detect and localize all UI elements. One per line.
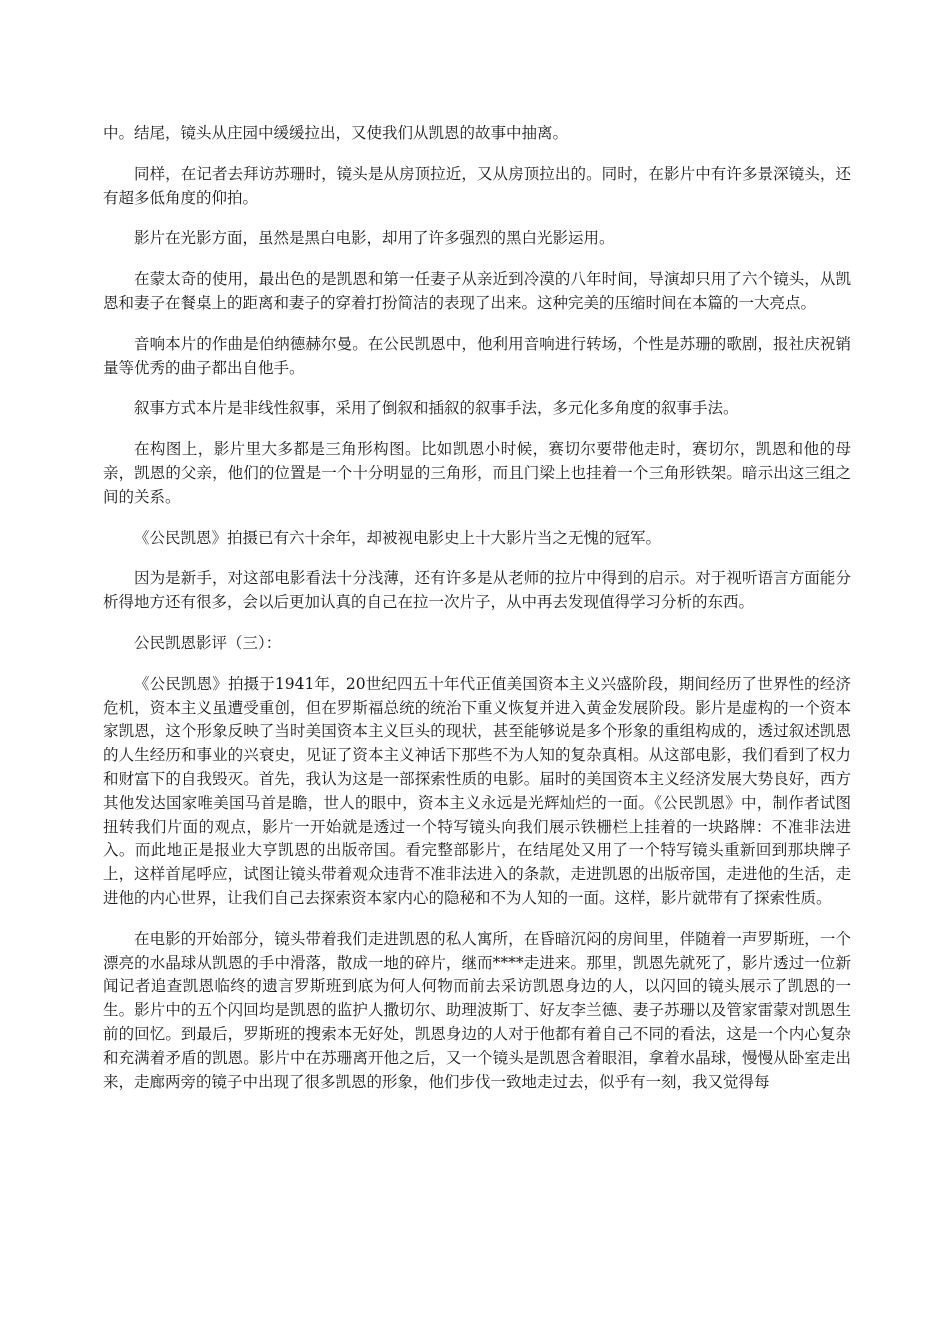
paragraph: 叙事方式本片是非线性叙事，采用了倒叙和插叙的叙事手法，多元化多角度的叙事手法。 [134, 399, 739, 418]
paragraph: 音响本片的作曲是伯纳德赫尔曼。在公民凯恩中，他利用音响进行转场，个性是苏珊的歌剧，报社庆祝销量等优秀的曲子都出自他手。 [103, 334, 851, 377]
paragraph: 《公民凯恩》拍摄于1941年，20世纪四五十年代正值美国资本主义兴盛阶段，期间经历了世界性的经济危机，资本主义虽遭受重创，但在罗斯福总统的统治下重义恢复并进入黄金发展阶段。影片是虚构的一个资本家凯恩，这个形象反映了当时美国资本主义巨头的现状，甚至能够说是多个形象的重组构成的，透过叙述凯恩的人生经历和事业的兴衰史，见证了资本主义神话下那些不为人知的复杂真相。从这部电影，我们看到了权力和财富下的自我毁灭。首先，我认为这是一部探索性质的电影。届时的美国资本主义经济发展大势良好，西方其他发达国家唯美国马首是瞻，世人的眼中，资本主义永远是光辉灿烂的一面。《公民凯恩》中，制作者试图扭转我们片面的观点，影片一开始就是透过一个特写镜头向我们展示铁栅栏上挂着的一块路牌：不准非法进入。而此地正是报业大亨凯恩的出版帝国。看完整部影片，在结尾处又用了一个特写镜头重新回到那块牌子上，这样首尾呼应，试图让镜头带着观众违背不准非法进入的条款，走进凯恩的出版帝国，走进他的生活，走进他的内心世界，让我们自己去探索资本家内心的隐秘和不为人知的一面。这样，影片就带有了探索性质。 [103, 674, 851, 907]
paragraph: 影片在光影方面，虽然是黑白电影，却用了许多强烈的黑白光影运用。 [134, 229, 615, 248]
paragraph: 在蒙太奇的使用，最出色的是凯恩和第一任妻子从亲近到冷漠的八年时间，导演却只用了六个镜头，从凯恩和妻子在餐桌上的距离和妻子的穿着打扮简洁的表现了出来。这种完美的压缩时间在本篇的一大亮点。 [103, 270, 851, 312]
document-body [103, 122, 851, 1111]
paragraph: 中。结尾，镜头从庄园中缓缓拉出，又使我们从凯恩的故事中抽离。 [103, 124, 569, 142]
paragraph: 在电影的开始部分，镜头带着我们走进凯恩的私人寓所，在昏暗沉闷的房间里，伴随着一声罗斯班，一个漂亮的水晶球从凯恩的手中滑落，散成一地的碎片，继而****走进来。那里，凯恩先就死了，影片透过一位新闻记者追查凯恩临终的遗言罗斯班到底为何人何物而前去采访凯恩身边的人，以闪回的镜头展示了凯恩的一生。影片中的五个闪回均是凯恩的监护人撒切尔、助理波斯丁、好友李兰德、妻子苏珊以及管家雷蒙对凯恩生前的回忆。到最后，罗斯班的搜索本无好处，凯恩身边的人对于他都有着自己不同的看法，这是一个内心复杂和充满着矛盾的凯恩。影片中在苏珊离开他之后，又一个镜头是凯恩含着眼泪，拿着水晶球，慢慢从卧室走出来，走廊两旁的镜子中出现了很多凯恩的形象，他们步伐一致地走过去，似乎有一刻，我又觉得每 [103, 929, 851, 1091]
section-heading: 公民凯恩影评（三）： [134, 633, 282, 652]
paragraph: 同样，在记者去拜访苏珊时，镜头是从房顶拉近，又从房顶拉出的。同时，在影片中有许多景深镜头，还有超多低角度的仰拍。 [103, 164, 851, 207]
paragraph: 因为是新手，对这部电影看法十分浅薄，还有许多是从老师的拉片中得到的启示。对于视听语言方面能分析得地方还有很多，会以后更加认真的自己在拉一次片子，从中再去发现值得学习分析的东西。 [103, 569, 851, 612]
paragraph: 在构图上，影片里大多都是三角形构图。比如凯恩小时候，赛切尔要带他走时，赛切尔，凯恩和他的母亲，凯恩的父亲，他们的位置是一个十分明显的三角形，而且门梁上也挂着一个三角形铁架。暗示出这三组之间的关系。 [103, 440, 851, 506]
paragraph: 《公民凯恩》拍摄已有六十余年，却被视电影史上十大影片当之无愧的冠军。 [134, 528, 662, 547]
